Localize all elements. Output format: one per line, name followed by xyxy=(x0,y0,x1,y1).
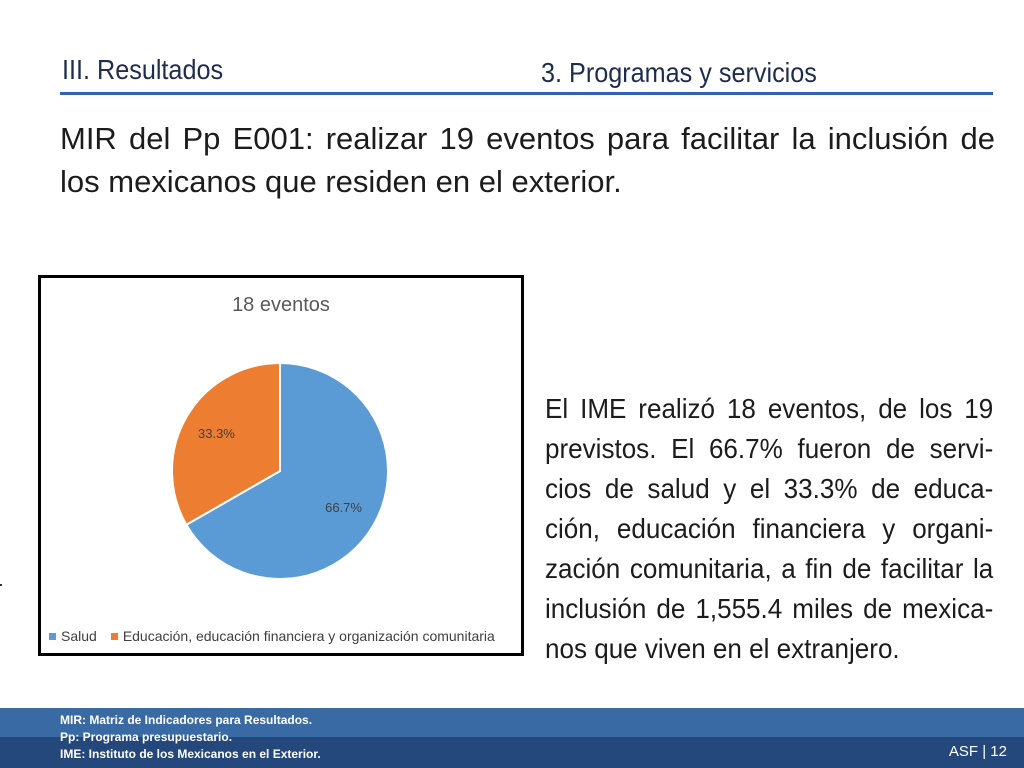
section-title: III. Resultados xyxy=(62,54,224,85)
data-label-educacion: 33.3% xyxy=(198,426,235,442)
legend-item-salud xyxy=(49,628,97,644)
summary-paragraph: El IME realizó 18 eventos, de los 19 previstos. El 66.7% fueron de servi-cios de salud y el 33.3% de educa-ción, educación financiera y organi-zación comunitaria, a fin de facilitar la inclusión de 1,555.4 miles de mexica-nos que viven en el extranjero. xyxy=(545,393,994,664)
intro-paragraph: MIR del Pp E001: realizar 19 eventos para facilitar la inclusión de los mexicanos que residen en el exterior. xyxy=(60,121,995,199)
legend-label-salud: Salud xyxy=(61,628,97,644)
footnote-ime: IME: Instituto de los Mexicanos en el Exterior. xyxy=(60,747,321,761)
footer xyxy=(0,708,1024,768)
chart-legend xyxy=(49,628,509,644)
pie-chart xyxy=(41,278,521,618)
legend-swatch-salud xyxy=(49,633,56,640)
legend-label-educacion: Educación, educación financiera y organización comunitaria xyxy=(122,628,495,644)
header-divider xyxy=(60,92,993,95)
footnote-pp: Pp: Programa presupuestario. xyxy=(60,730,233,744)
data-label-salud: 66.7% xyxy=(325,499,362,515)
page-number: ASF | 12 xyxy=(948,743,1007,760)
subsection-title: 3. Programas y servicios xyxy=(541,57,817,88)
footnotes xyxy=(60,712,321,763)
chart-title: 18 eventos xyxy=(232,294,330,316)
footnote-mir: MIR: Matriz de Indicadores para Resultados. xyxy=(60,713,313,727)
stray-mark xyxy=(0,584,2,586)
legend-swatch-educacion xyxy=(111,633,118,640)
legend-item-educacion xyxy=(111,628,495,644)
pie-chart-container xyxy=(38,275,524,656)
